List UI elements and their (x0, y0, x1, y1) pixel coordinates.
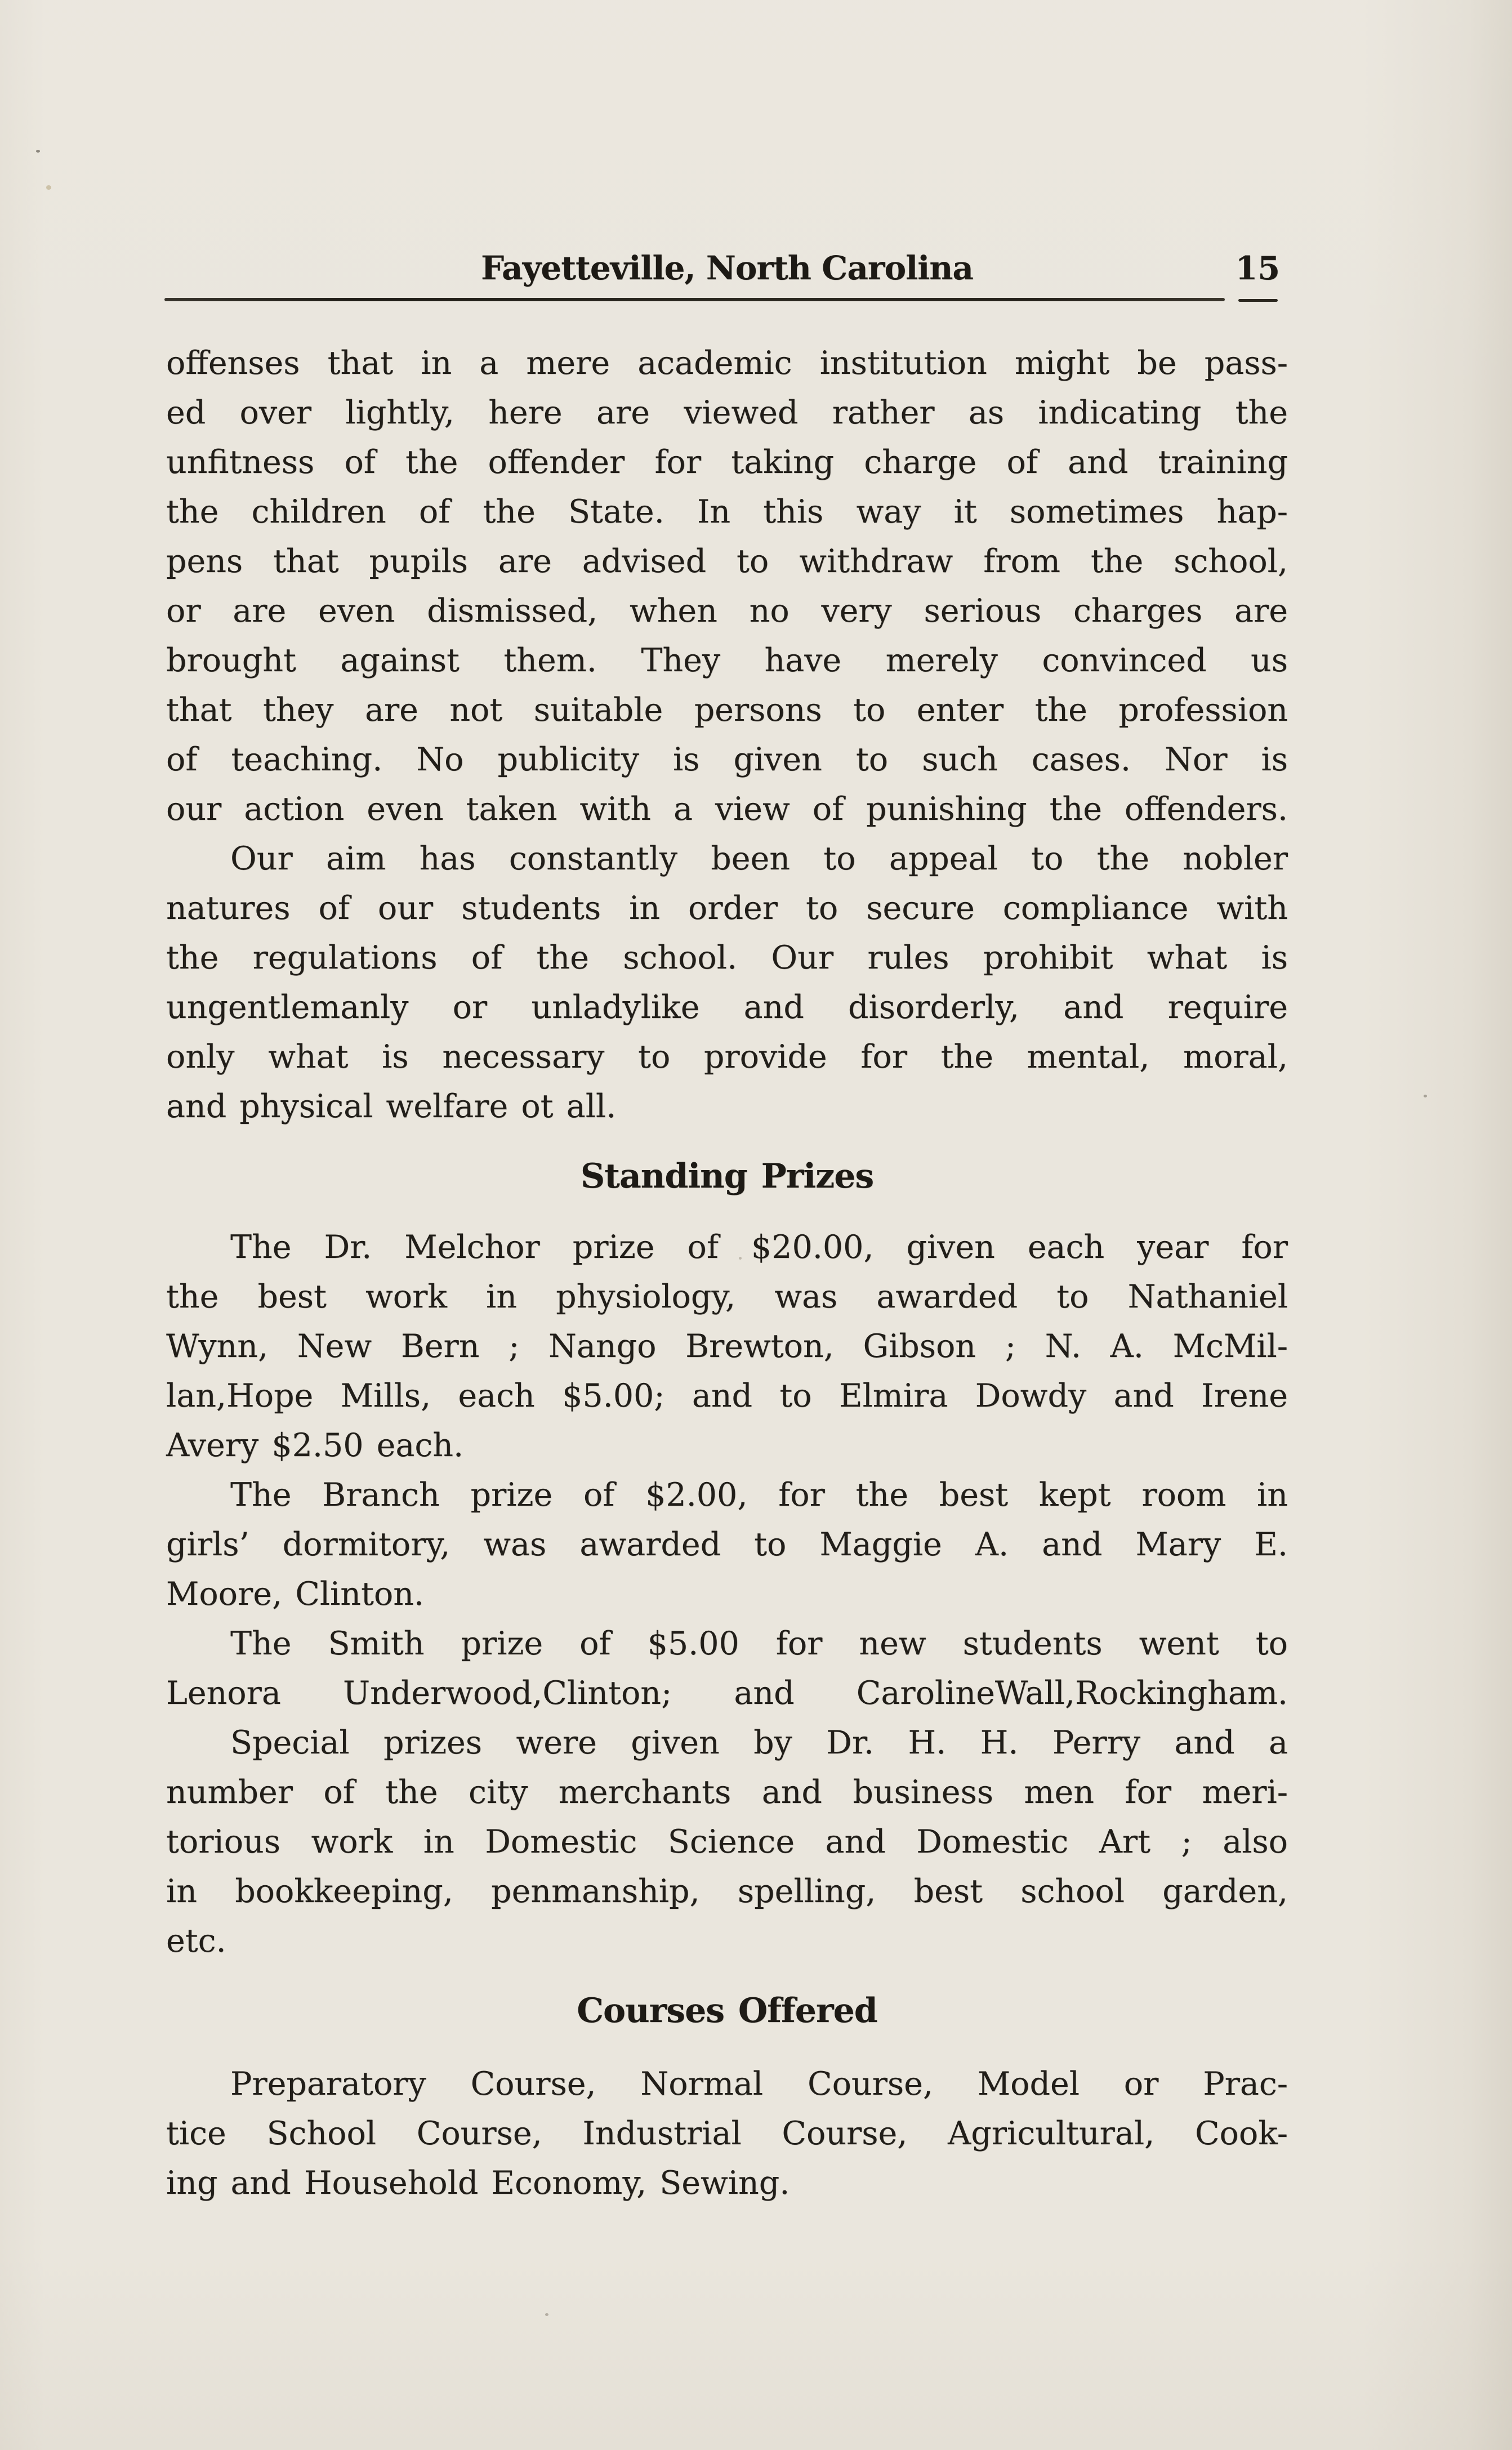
paragraph (166, 1718, 1288, 1966)
header-rule-short (1238, 299, 1278, 302)
page-number: 15 (1235, 249, 1280, 287)
text-line: ed over lightly, here are viewed rather as indicating the (166, 394, 1288, 431)
text-line: brought against them. They have merely convinced us (166, 642, 1288, 679)
paragraph (166, 1222, 1288, 1470)
text-line: torious work in Domestic Science and Domestic Art ; also (166, 1823, 1288, 1860)
text-line: Moore, Clinton. (166, 1576, 425, 1613)
paragraph (166, 834, 1288, 1131)
text-line: in bookkeeping, penmanship, spelling, best school garden, (166, 1873, 1288, 1910)
text-line: The Smith prize of $5.00 for new students went to (230, 1625, 1288, 1662)
paper-speck (36, 150, 40, 153)
paragraph (166, 1619, 1288, 1718)
text-line: offenses that in a mere academic institution might be pass- (166, 345, 1288, 382)
paragraph (166, 2059, 1288, 2208)
text-line: that they are not suitable persons to enter the profession (166, 691, 1288, 729)
text-line: natures of our students in order to secure compliance with (166, 890, 1288, 927)
text-line: lan,Hope Mills, each $5.00; and to Elmira Dowdy and Irene (166, 1377, 1288, 1414)
text-line: the regulations of the school. Our rules prohibit what is (166, 939, 1288, 976)
text-line: the children of the State. In this way it sometimes hap- (166, 493, 1288, 530)
text-line: number of the city merchants and business men for meri- (166, 1774, 1288, 1811)
paragraph (166, 338, 1288, 834)
section-heading-standing-prizes: Standing Prizes (580, 1157, 874, 1196)
text-line: Our aim has constantly been to appeal to the nobler (230, 840, 1288, 877)
text-line: Preparatory Course, Normal Course, Model or Prac- (230, 2065, 1288, 2103)
paragraph (166, 1470, 1288, 1619)
section-heading-courses-offered: Courses Offered (577, 1991, 877, 2030)
text-line: girls’ dormitory, was awarded to Maggie A. and Mary E. (166, 1526, 1288, 1563)
paper-speck (46, 185, 51, 190)
text-line: Lenora Underwood,Clinton; and CarolineWall,Rockingham. (166, 1675, 1288, 1712)
page-body (166, 338, 1288, 2208)
paper-speck (545, 2313, 548, 2316)
text-line: Avery $2.50 each. (166, 1427, 464, 1464)
paper-speck (1424, 1095, 1427, 1097)
text-line: Wynn, New Bern ; Nango Brewton, Gibson ; N. A. McMil- (166, 1328, 1288, 1365)
text-line: or are even dismissed, when no very serious charges are (166, 592, 1288, 630)
text-line: ungentlemanly or unladylike and disorderly, and require (166, 989, 1288, 1026)
header-rule-long (164, 298, 1225, 301)
page-header-title: Fayetteville, North Carolina (481, 249, 973, 287)
text-line: and physical welfare ot all. (166, 1088, 617, 1125)
text-line: only what is necessary to provide for the mental, moral, (166, 1038, 1288, 1075)
text-line: ing and Household Economy, Sewing. (166, 2165, 790, 2202)
text-line: The Branch prize of $2.00, for the best kept room in (230, 1476, 1288, 1514)
text-line: etc. (166, 1922, 226, 1960)
text-line: the best work in physiology, was awarded to Nathaniel (166, 1278, 1288, 1315)
text-line: The Dr. Melchor prize of $20.00, given each year for (230, 1229, 1288, 1266)
text-line: of teaching. No publicity is given to such cases. Nor is (166, 741, 1288, 778)
text-line: tice School Course, Industrial Course, Agricultural, Cook- (166, 2115, 1288, 2152)
text-line: pens that pupils are advised to withdraw from the school, (166, 543, 1288, 580)
text-line: unfitness of the offender for taking charge of and training (166, 444, 1288, 481)
text-line: Special prizes were given by Dr. H. H. Perry and a (230, 1724, 1288, 1761)
text-line: our action even taken with a view of punishing the offenders. (166, 791, 1288, 828)
